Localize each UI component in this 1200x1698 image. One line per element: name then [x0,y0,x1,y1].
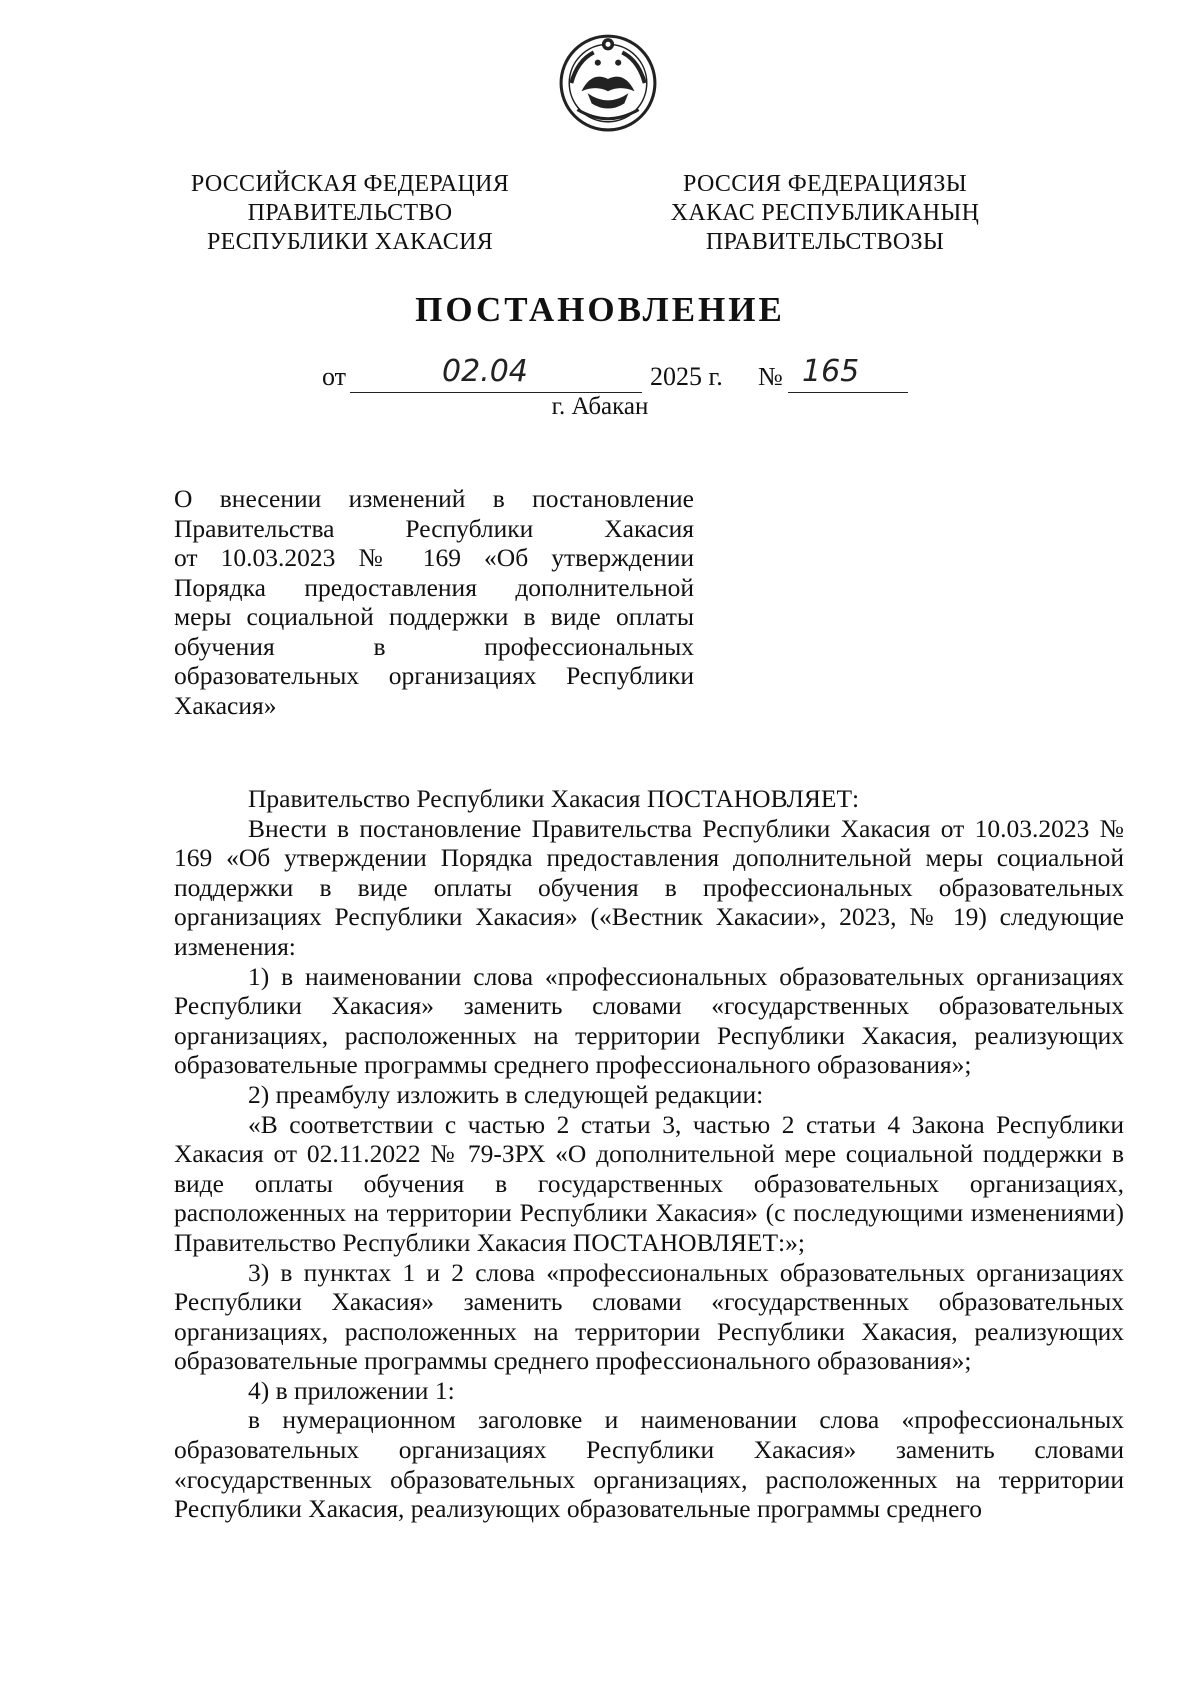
number-label: № [758,362,783,391]
subject-line: Порядка предоставления дополнительной [174,572,694,602]
header-line: ХАКАС РЕСПУБЛИКАНЫҢ [670,200,980,226]
body-paragraph: Правительство Республики Хакасия ПОСТАНОВЛЯЕТ: [248,784,860,813]
body-paragraph: в нумерационном заголовке и наименовании слова «профессиональных образовательных организациях Республики Хакасия» заменить словами «государственных образовательных организациях, расположенных на территории Республики Хакасия, реализующих образовательные программы среднего [174,1405,1124,1524]
handwritten-number: 165 [802,354,860,389]
header-line: ПРАВИТЕЛЬСТВОЗЫ [705,229,945,255]
handwritten-date: 02.04 [442,354,528,389]
date-field [350,354,642,393]
document-subject [174,484,694,720]
body-paragraph: 4) в приложении 1: [248,1375,455,1405]
subject-line: Правительства Республики Хакасия [174,513,694,543]
header-khakas [615,170,1035,257]
subject-line: О внесении изменений в постановление [174,484,694,513]
header-line: ПРАВИТЕЛЬСТВО [247,200,453,226]
subject-line: обучения в профессиональных [174,631,694,661]
number-field [788,354,908,393]
document-body [174,784,1124,1524]
subject-line: образовательных организациях Республики [174,661,694,690]
subject-line: Хакасия» [174,690,277,720]
header-line: РЕСПУБЛИКИ ХАКАСИЯ [206,229,494,255]
from-label: от [322,362,347,391]
header-line: РОССИЙСКАЯ ФЕДЕРАЦИЯ [190,171,510,197]
coat-of-arms-icon [557,30,659,132]
city: г. Абакан [551,393,649,420]
document-type-title: ПОСТАНОВЛЕНИЕ [415,290,785,329]
date-number-line [0,354,1200,398]
subject-line: от 10.03.2023 № 169 «Об утверждении [174,543,694,572]
header-russian [140,170,560,257]
body-paragraph: Внести в постановление Правительства Республики Хакасия от 10.03.2023 № 169 «Об утверждении Порядка предоставления дополнительной меры социальной поддержки в виде оплаты обучения в профессиональных образовательных организациях Республики Хакасия» («Вестник Хакасии», 2023, № 19) следующие изменения: [174,813,1124,961]
body-paragraph: 1) в наименовании слова «профессиональных образовательных организациях Республики Хакасия» заменить словами «государственных образовательных организациях, расположенных на территории Республики Хакасия, реализующих образовательные программы среднего профессионального образования»; [174,961,1124,1080]
body-paragraph: «В соответствии с частью 2 статьи 3, частью 2 статьи 4 Закона Республики Хакасия от 02.11.2022 № 79-ЗРХ «О дополнительной мере социальной поддержки в виде оплаты обучения в государственных образовательных организациях, расположенных на территории Республики Хакасия» (с последующими изменениями) Правительство Республики Хакасия ПОСТАНОВЛЯЕТ:»; [174,1109,1124,1257]
header-line: РОССИЯ ФЕДЕРАЦИЯЗЫ [683,171,967,197]
body-paragraph: 2) преамбулу изложить в следующей редакции: [248,1079,764,1109]
subject-line: меры социальной поддержки в виде оплаты [174,602,694,631]
body-paragraph: 3) в пунктах 1 и 2 слова «профессиональных образовательных организациях Республики Хакасия» заменить словами «государственных образовательных организациях, расположенных на территории Республики Хакасия, реализующих образовательные программы среднего профессионального образования»; [174,1257,1124,1376]
year-label: 2025 г. [650,362,723,391]
